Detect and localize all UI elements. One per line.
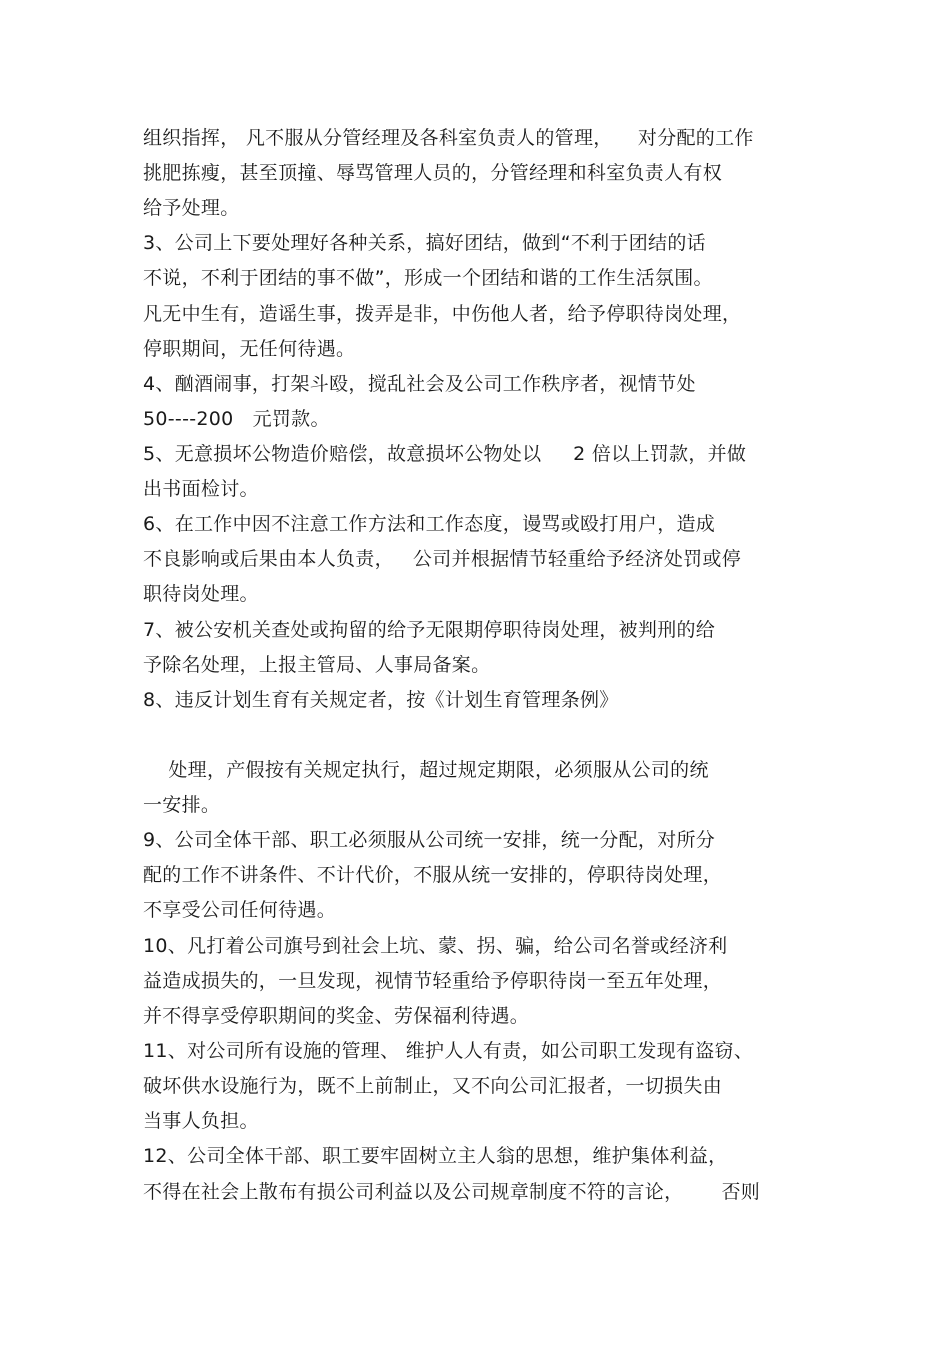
text-line: 不说，不利于团结的事不做”，形成一个团结和谐的工作生活氛围。	[143, 267, 713, 289]
text-line: 7、被公安机关查处或拘留的给予无限期停职待岗处理，被判刑的给	[143, 619, 716, 641]
text-line: 不良影响或后果由本人负责， 公司并根据情节轻重给予经济处罚或停	[143, 548, 742, 570]
text-line: 不得在社会上散布有损公司利益以及公司规章制度不符的言论， 否则	[143, 1181, 761, 1203]
text-line: 给予处理。	[143, 197, 240, 219]
text-line: 12、公司全体干部、职工要牢固树立主人翁的思想，维护集体利益，	[143, 1145, 728, 1167]
text-line: 11、对公司所有设施的管理、 维护人人有责，如公司职工发现有盗窃、	[143, 1040, 754, 1062]
text-line: 予除名处理，上报主管局、人事局备案。	[143, 654, 491, 676]
text-line: 挑肥拣瘦，甚至顶撞、辱骂管理人员的，分管经理和科室负责人有权	[143, 162, 723, 184]
text-line: 50----200 元罚款。	[143, 408, 330, 430]
text-line: 5、无意损坏公物造价赔偿，故意损坏公物处以 2 倍以上罚款，并做	[143, 443, 747, 465]
text-line: 3、公司上下要处理好各种关系，搞好团结，做到“不利于团结的话	[143, 232, 706, 254]
text-line: 益造成损失的，一旦发现，视情节轻重给予停职待岗一至五年处理，	[143, 970, 723, 992]
text-line: 10、凡打着公司旗号到社会上坑、蒙、拐、骗，给公司名誉或经济利	[143, 935, 728, 957]
text-line: 职待岗处理。	[143, 583, 259, 605]
text-line: 处理，产假按有关规定执行，超过规定期限，必须服从公司的统	[143, 759, 709, 781]
text-line: 6、在工作中因不注意工作方法和工作态度，谩骂或殴打用户，造成	[143, 513, 716, 535]
text-line: 组织指挥， 凡不服从分管经理及各科室负责人的管理， 对分配的工作	[143, 127, 754, 149]
text-line: 8、违反计划生育有关规定者，按《计划生育管理条例》	[143, 689, 619, 711]
text-line: 不享受公司任何待遇。	[143, 899, 337, 921]
text-line: 4、酗酒闹事，打架斗殴，搅乱社会及公司工作秩序者，视情节处	[143, 373, 696, 395]
text-line: 凡无中生有，造谣生事，拨弄是非，中伤他人者，给予停职待岗处理，	[143, 303, 742, 325]
text-line: 当事人负担。	[143, 1110, 259, 1132]
text-line: 破坏供水设施行为，既不上前制止，又不向公司汇报者，一切损失由	[143, 1075, 723, 1097]
text-line: 停职期间，无任何待遇。	[143, 338, 356, 360]
text-line: 配的工作不讲条件、不计代价，不服从统一安排的，停职待岗处理，	[143, 864, 723, 886]
text-line: 出书面检讨。	[143, 478, 259, 500]
text-line: 一安排。	[143, 794, 221, 816]
text-line: 并不得享受停职期间的奖金、劳保福利待遇。	[143, 1005, 530, 1027]
text-line: 9、公司全体干部、职工必须服从公司统一安排，统一分配，对所分	[143, 829, 716, 851]
